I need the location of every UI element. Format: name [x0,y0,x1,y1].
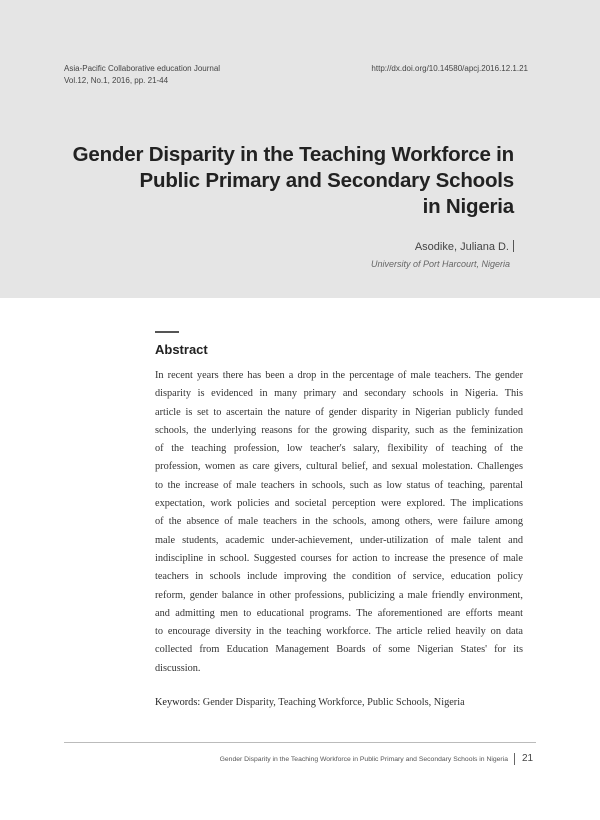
journal-name: Asia-Pacific Collaborative education Journal [64,64,221,73]
author-name [415,240,514,253]
footer-divider [514,753,515,765]
author-divider [513,240,514,252]
footer-rule [64,742,536,743]
abstract-line: disparity is evidenced in many primary and secondary schools in Nigeria. This [155,388,523,400]
author-affiliation: University of Port Harcourt, Nigeria [370,259,510,269]
abstract-line: In recent years there has been a drop in the percentage of male teachers. The gender [155,370,523,381]
abstract-line: expectation, work policies and societal perception were explored. The implications [155,498,523,510]
keywords-label: Keywords: [155,697,201,708]
keywords-text: Gender Disparity, Teaching Workforce, Public Schools, Nigeria [202,697,465,708]
journal-info [64,63,220,87]
volume-info: Vol.12, No.1, 2016, pp. 21-44 [64,76,169,85]
doi-link: http://dx.doi.org/10.14580/apcj.2016.12.1.21 [371,64,528,73]
abstract-line: male students, academic under-achievement, under-utilization of male talent and [155,534,523,546]
abstract-line: and admitting men to educational programs. The aforementioned are efforts meant [155,607,523,619]
page-number: 21 [522,753,534,764]
abstract-line: teachers in schools include improving the condition of service, education policy [155,571,523,583]
footer-running-title: Gender Disparity in the Teaching Workforce in Public Primary and Secondary Schools in Nigeria [219,756,508,763]
abstract-line: profession, women as care givers, cultural belief, and sexual molestation. Challenges [155,461,523,473]
keywords [155,697,465,708]
abstract-line: reform, gender balance in other professions, publicizing a male friendly environment, [155,589,523,601]
abstract-line: to the increase of male teachers in schools, such as low status of teaching, parental [155,479,523,491]
abstract-line: collected from Education Management Boards of some Nigerian States' for its [155,644,523,656]
abstract-body [155,367,523,678]
article-title [54,142,514,220]
abstract-line: of the absence of male teachers in the schools, among others, were failure among [155,516,523,528]
abstract-line: discussion. [155,662,201,674]
abstract-line: article is set to ascertain the nature of gender disparity in Nigerian publicly funded [155,406,523,418]
abstract-heading: Abstract [155,342,208,357]
abstract-line: schools, the underlying reasons for the growing disparity, such as the feminization [155,424,523,436]
title-line: in Nigeria [422,195,514,218]
abstract-rule [155,331,179,333]
title-line: Public Primary and Secondary Schools [139,169,514,192]
title-line: Gender Disparity in the Teaching Workforce in [72,143,514,166]
abstract-line: of the teaching profession, low teacher's salary, flexibility of teaching of the [155,443,523,455]
author-text: Asodike, Juliana D. [414,241,509,253]
abstract-line: to encourage diversity in the teaching workforce. The article relied heavily on data [155,626,523,638]
abstract-line: indiscipline in school. Suggested courses for action to increase the presence of male [155,552,523,564]
